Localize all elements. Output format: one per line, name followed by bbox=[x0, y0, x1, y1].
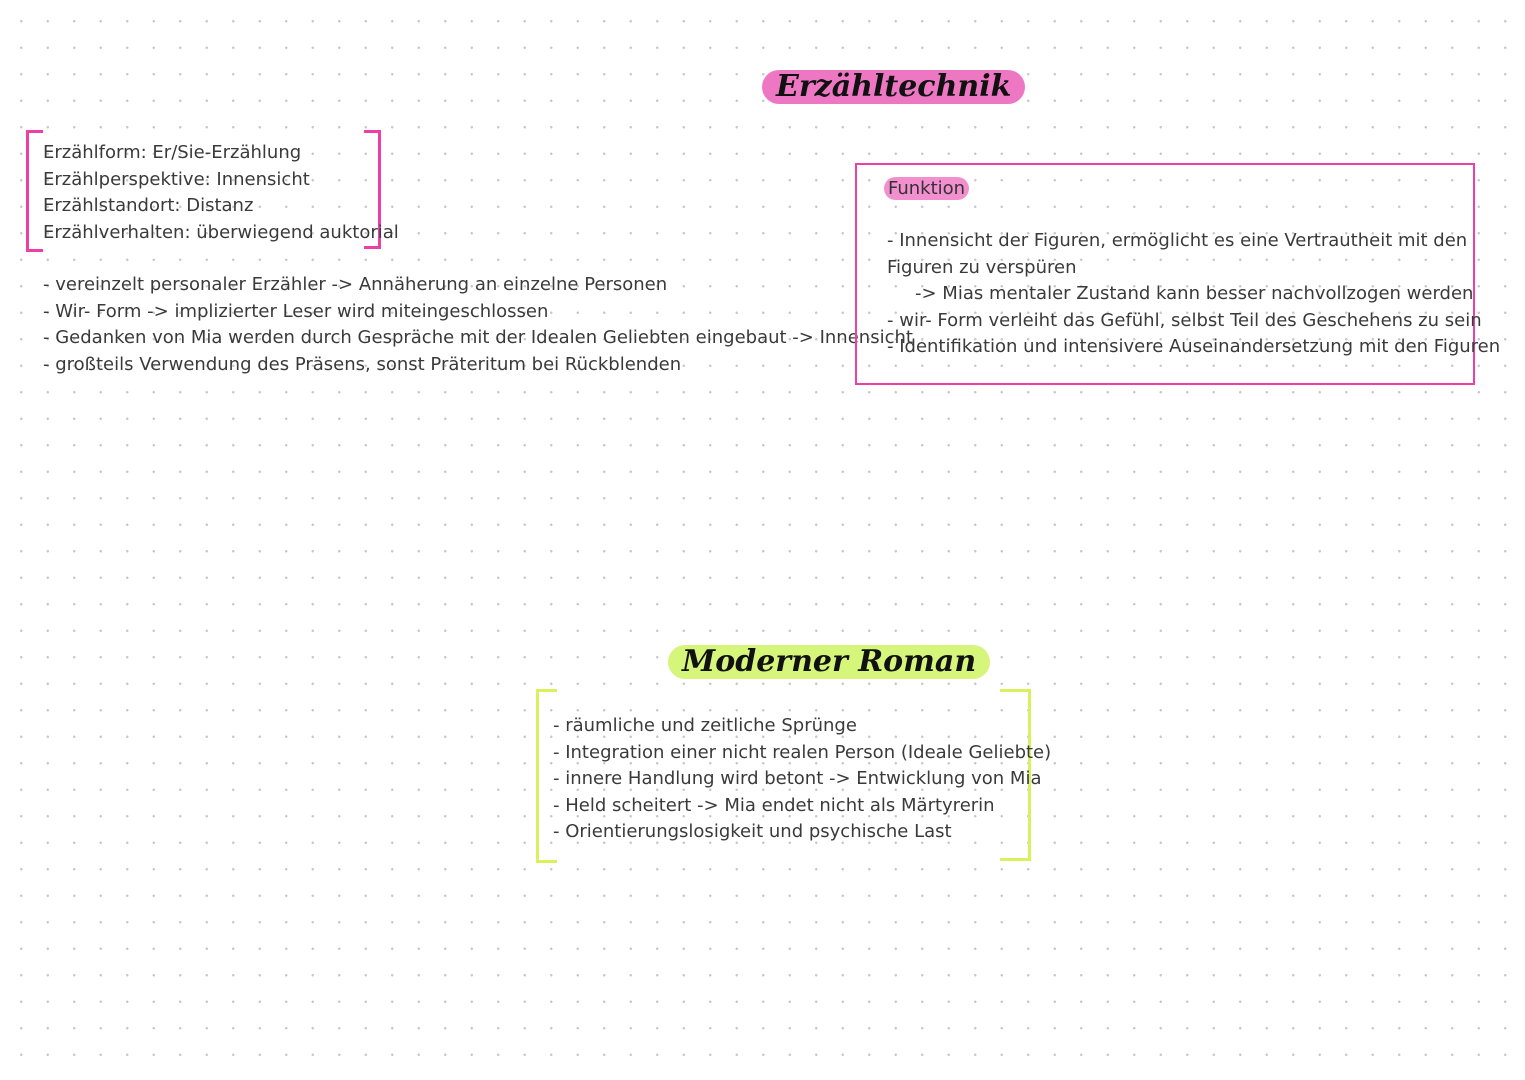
roman-item: - Held scheitert -> Mia endet nicht als Märtyrerin bbox=[553, 794, 995, 816]
erzaehlform: Erzählform: Er/Sie-Erzählung bbox=[43, 142, 302, 163]
erzaehlverhalten: Erzählverhalten: überwiegend auktorial bbox=[43, 221, 399, 243]
note-item: - Wir- Form -> implizierter Leser wird miteingeschlossen bbox=[43, 300, 549, 322]
roman-item: - räumliche und zeitliche Sprünge bbox=[553, 715, 857, 736]
funktion-item: - Identifikation und intensivere Auseinandersetzung mit den Figuren bbox=[887, 336, 1501, 357]
funktion-item: Figuren zu verspüren bbox=[887, 256, 1077, 278]
erzaehlperspektive: Erzählperspektive: Innensicht bbox=[43, 168, 310, 190]
title-erzaehltechnik: Erzähltechnik bbox=[762, 70, 1025, 104]
note-item: - vereinzelt personaler Erzähler -> Annäherung an einzelne Personen bbox=[43, 274, 668, 295]
funktion-item: - wir- Form verleiht das Gefühl, selbst Teil des Geschehens zu sein bbox=[887, 309, 1482, 331]
roman-item: - Integration einer nicht realen Person (Ideale Geliebte) bbox=[553, 741, 1052, 763]
roman-item: - Orientierungslosigkeit und psychische Last bbox=[553, 821, 952, 842]
funktion-item: - Innensicht der Figuren, ermöglicht es eine Vertrautheit mit den bbox=[887, 230, 1468, 251]
funktion-item: -> Mias mentaler Zustand kann besser nachvollzogen werden bbox=[915, 283, 1474, 304]
funktion-label: Funktion bbox=[884, 177, 969, 200]
erzaehl-notes bbox=[43, 272, 913, 378]
left-bracket-erzaehl bbox=[26, 130, 43, 252]
note-item: - Gedanken von Mia werden durch Gespräche mit der Idealen Geliebten eingebaut -> Innensicht bbox=[43, 327, 913, 348]
note-item: - großteils Verwendung des Präsens, sonst Präteritum bei Rückblenden bbox=[43, 353, 682, 375]
roman-notes bbox=[553, 713, 1051, 846]
erzaehlstandort: Erzählstandort: Distanz bbox=[43, 195, 254, 216]
title-moderner-roman: Moderner Roman bbox=[668, 645, 990, 679]
funktion-list bbox=[887, 228, 1500, 361]
roman-item: - innere Handlung wird betont -> Entwicklung von Mia bbox=[553, 768, 1042, 789]
erzaehl-properties bbox=[43, 140, 399, 246]
